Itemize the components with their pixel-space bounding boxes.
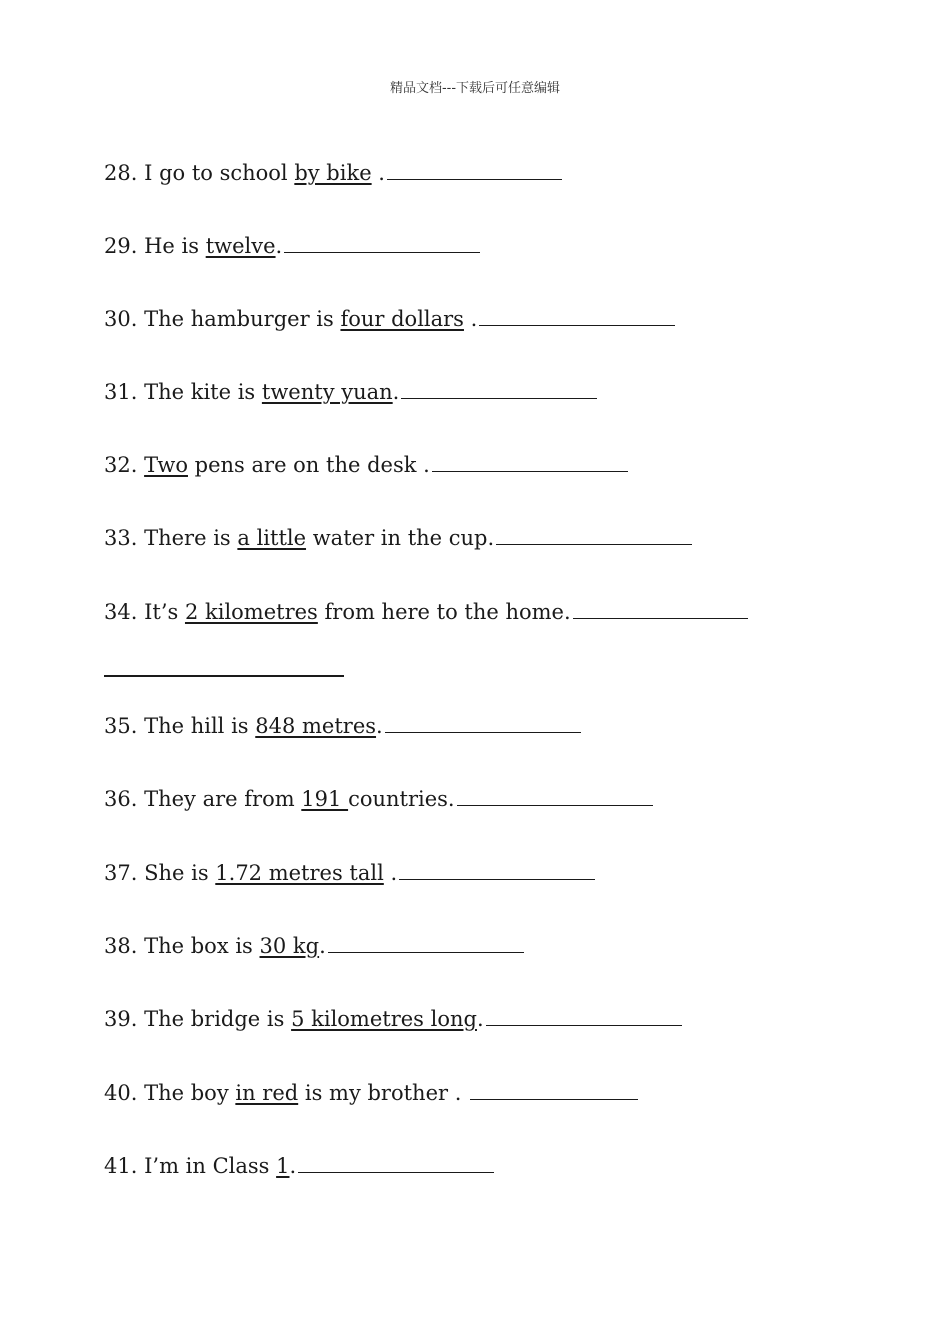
question-underlined: four dollars: [340, 307, 464, 331]
question-text: There is: [144, 526, 238, 550]
question-number: 36.: [104, 787, 138, 811]
question-39: [104, 1003, 682, 1032]
question-underlined: 5 kilometres long: [291, 1007, 477, 1031]
answer-blank[interactable]: [479, 303, 675, 326]
question-text-after: .: [289, 1154, 297, 1178]
question-underlined: twelve: [205, 234, 276, 258]
question-number: 34.: [104, 600, 138, 624]
question-number: 28.: [104, 161, 138, 185]
question-number: 31.: [104, 380, 138, 404]
question-31: [104, 376, 597, 405]
answer-blank[interactable]: [573, 596, 748, 619]
question-text-after: .: [376, 714, 383, 738]
question-30: [104, 303, 675, 332]
question-text-after: .: [371, 161, 385, 185]
question-underlined: 1.72 metres tall: [215, 861, 384, 885]
answer-blank[interactable]: [387, 157, 562, 180]
question-underlined: 848 metres: [255, 714, 377, 738]
question-text: He is: [144, 234, 206, 258]
question-text: I go to school: [144, 161, 295, 185]
question-number: 38.: [104, 934, 138, 958]
question-41: [104, 1150, 494, 1179]
answer-blank[interactable]: [486, 1003, 682, 1026]
question-text-after: .: [463, 307, 478, 331]
question-text-after: .: [275, 234, 283, 258]
question-text-after: .: [319, 934, 326, 958]
question-text: The kite is: [144, 380, 262, 404]
question-text-after: from here to the home.: [317, 600, 571, 624]
question-36: [104, 783, 653, 812]
question-number: 32.: [104, 453, 138, 477]
question-32: [104, 449, 628, 478]
answer-blank[interactable]: [399, 857, 595, 880]
answer-blank[interactable]: [328, 930, 524, 953]
answer-blank[interactable]: [470, 1077, 638, 1100]
page-header: 精品文档---下载后可任意编辑: [389, 81, 561, 96]
question-text: The hamburger is: [144, 307, 341, 331]
question-underlined: by bike: [294, 161, 372, 185]
question-text: She is: [144, 861, 216, 885]
question-underlined: twenty yuan: [261, 380, 393, 404]
question-38: [104, 930, 524, 959]
question-text-after: is my brother .: [298, 1081, 469, 1105]
question-underlined: Two: [144, 453, 188, 477]
question-number: 37.: [104, 861, 138, 885]
answer-blank[interactable]: [298, 1150, 494, 1173]
question-number: 30.: [104, 307, 138, 331]
question-underlined: 2 kilometres: [184, 600, 318, 624]
question-text: They are from: [144, 787, 302, 811]
question-text: The box is: [144, 934, 260, 958]
question-number: 33.: [104, 526, 138, 550]
question-text-after: .: [383, 861, 398, 885]
answer-blank[interactable]: [284, 230, 480, 253]
question-text: The hill is: [144, 714, 256, 738]
question-text: The boy: [144, 1081, 236, 1105]
question-underlined: 30 kg: [259, 934, 320, 958]
question-34: [104, 596, 748, 625]
question-40: [104, 1077, 638, 1106]
question-text: I’m in Class: [144, 1154, 277, 1178]
answer-blank-continuation[interactable]: [104, 675, 344, 677]
question-number: 29.: [104, 234, 138, 258]
question-number: 40.: [104, 1081, 138, 1105]
question-33: [104, 522, 692, 551]
question-35: [104, 710, 581, 739]
question-text-after: .: [476, 1007, 484, 1031]
answer-blank[interactable]: [457, 783, 653, 806]
question-underlined: in red: [235, 1081, 299, 1105]
answer-blank[interactable]: [385, 710, 581, 733]
answer-blank[interactable]: [401, 376, 597, 399]
answer-blank[interactable]: [496, 522, 692, 545]
question-37: [104, 857, 595, 886]
answer-blank[interactable]: [432, 449, 628, 472]
question-text-after: .: [392, 380, 400, 404]
question-number: 35.: [104, 714, 138, 738]
question-text: The bridge is: [144, 1007, 292, 1031]
question-underlined: a little: [237, 526, 307, 550]
question-underlined: 1: [276, 1154, 290, 1178]
question-number: 41.: [104, 1154, 138, 1178]
question-underlined: 191: [301, 787, 349, 811]
question-text-after: countries.: [348, 787, 455, 811]
question-text: It’s: [144, 600, 185, 624]
question-text-after: water in the cup.: [306, 526, 495, 550]
question-text-after: pens are on the desk .: [187, 453, 430, 477]
question-number: 39.: [104, 1007, 138, 1031]
question-28: [104, 157, 562, 186]
question-29: [104, 230, 480, 259]
